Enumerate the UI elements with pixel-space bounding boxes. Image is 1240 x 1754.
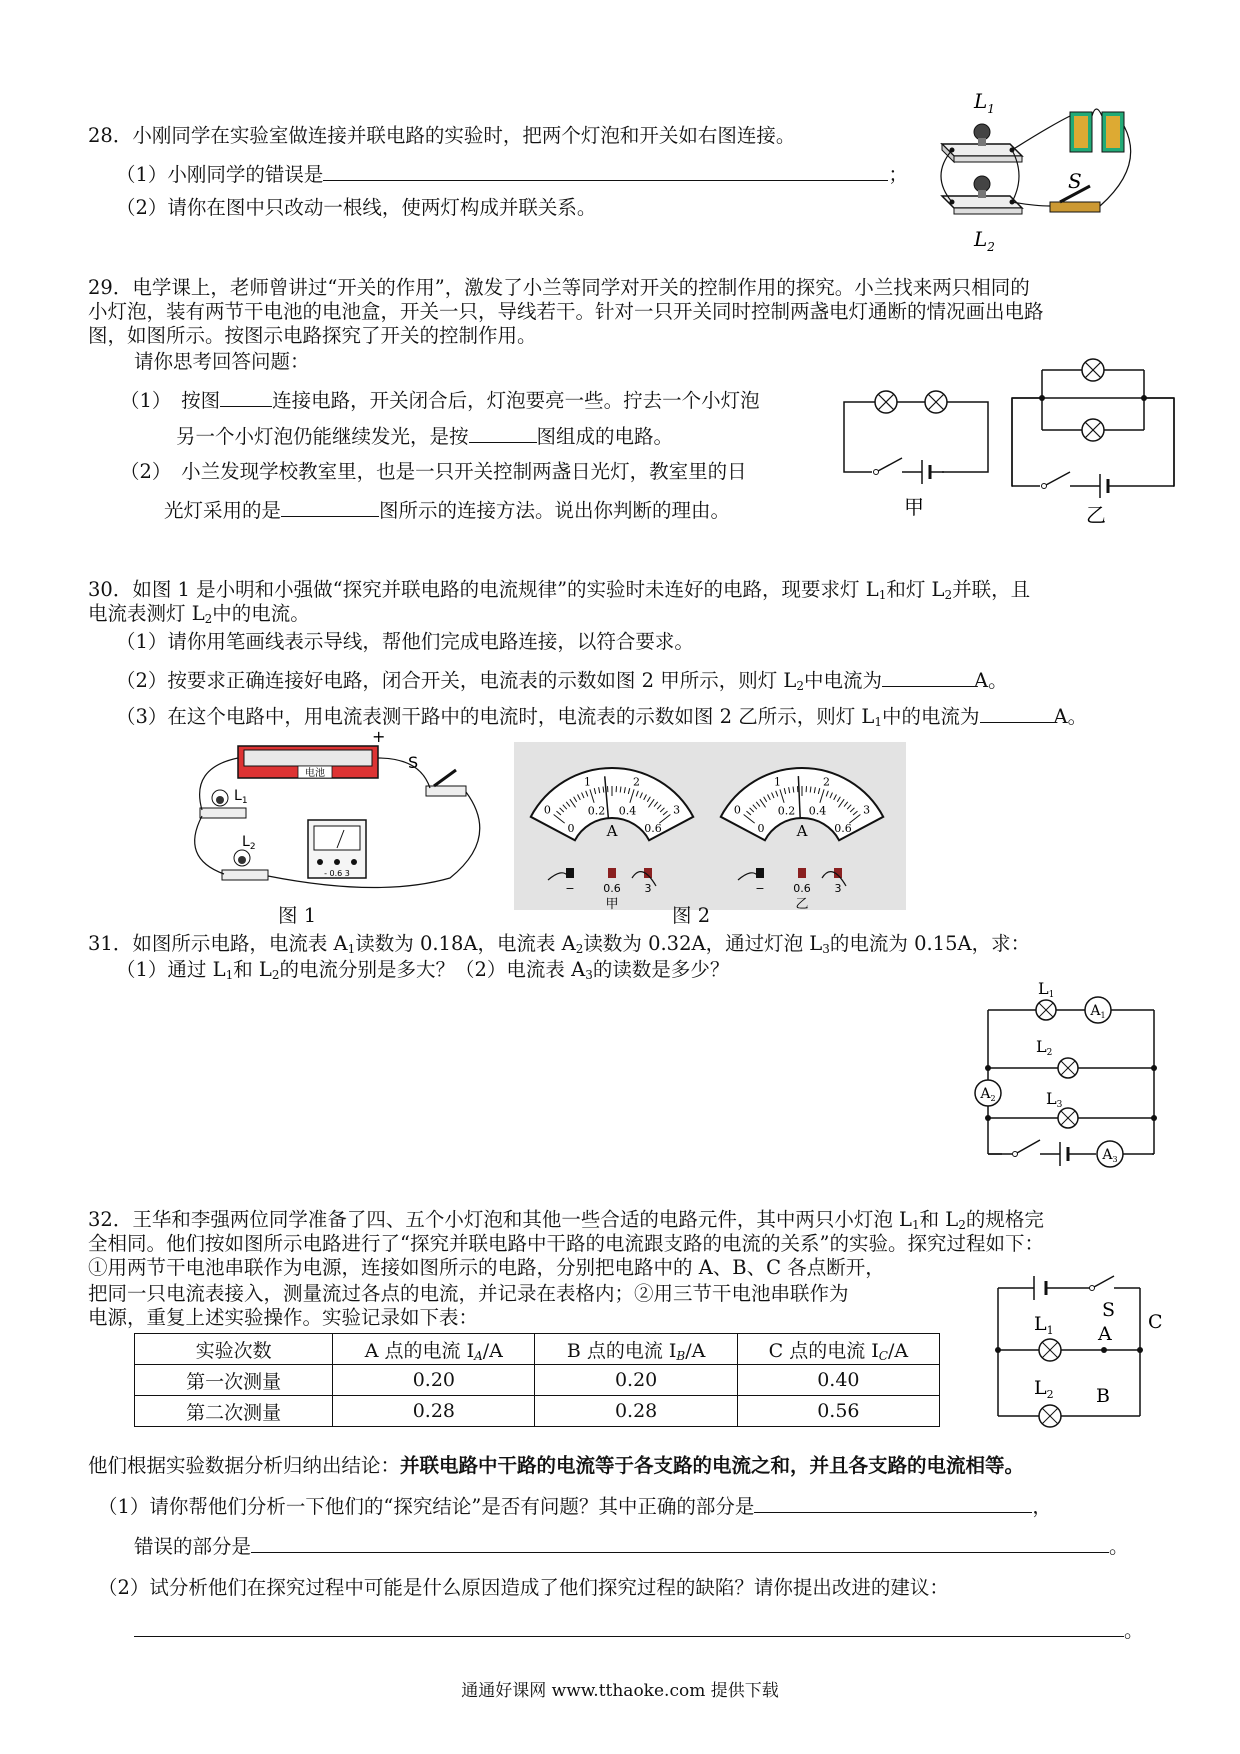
q29-answer-blank-1[interactable] xyxy=(220,386,272,407)
q30-line-1: 30．如图 1 是小明和小强做“探究并联电路的电流规律”的实验时未连好的电路，现要求灯 $L_1$和灯 $L_2$并联，且 xyxy=(88,578,1031,602)
q31-line-2: （1）通过 $L_1$和 $L_2$的电流分别是多大？（2）电流表 $A_3$的读数是多少？ xyxy=(116,958,730,982)
q30-part3: （3）在这个电路中，用电流表测干路中的电流时，电流表的示数如图 2 乙所示，则灯 $L_1$中的电流为 A。 xyxy=(116,702,1087,734)
meter-terminal xyxy=(756,868,764,878)
q28-label-l1: $L_1$ xyxy=(974,89,995,116)
table-cell: 0.56 xyxy=(737,1396,939,1427)
q32-conclusion: 他们根据实验数据分析归纳出结论：并联电路中干路的电流等于各支路的电流之和，并且各支路的电流相等。 xyxy=(88,1454,1025,1477)
q32-part1-line2: 错误的部分是 。 xyxy=(134,1532,1129,1559)
q32-part2: （2）试分析他们在探究过程中可能是什么原因造成了他们探究过程的缺陷？请你提出改进的建议： xyxy=(98,1576,949,1599)
dial-top-tick-label: 1 xyxy=(774,775,782,789)
dial-top-tick-label: 2 xyxy=(632,775,640,789)
q31-ammeter-a2: $A_2$ xyxy=(980,1086,996,1103)
q32-label-c: C xyxy=(1148,1311,1163,1333)
q28-stem: 28．小刚同学在实验室做连接并联电路的实验时，把两个灯泡和开关如右图连接。 xyxy=(88,124,796,147)
fig1-meter-terminals: - 0.6 3 xyxy=(324,869,350,878)
q32-part1-line1: （1）请你帮他们分析一下他们的“探究结论”是否有问题？其中正确的部分是 ， xyxy=(98,1492,1052,1519)
page-footer: 通通好课网 www.tthaoke.com 提供下载 xyxy=(461,1681,779,1701)
meter-terminal xyxy=(566,868,574,878)
dial-bottom-tick-label: 0.6 xyxy=(834,822,852,836)
table-header-cell: A 点的电流 $I_A/A$ xyxy=(333,1334,535,1365)
q30-figure-2-meters xyxy=(514,742,906,910)
q29-answer-blank-3[interactable] xyxy=(281,496,379,517)
dial-top-tick-label: 0 xyxy=(733,803,741,817)
table-header-cell: C 点的电流 $I_C/A$ xyxy=(737,1334,939,1365)
q31-label-l3: L3 xyxy=(1046,1089,1063,1110)
meter-terminal-label: 0.6 xyxy=(603,882,621,895)
q32-line-3: ①用两节干电池串联作为电源，连接如图所示的电路，分别把电路中的 A、B、C 各点断开， xyxy=(88,1256,885,1279)
dial-top-tick-label: 3 xyxy=(863,803,871,817)
q30-figure-2-caption: 图 2 xyxy=(672,904,711,927)
q29-line-1: 29．电学课上，老师曾讲过“开关的作用”，激发了小兰等同学对开关的控制作用的探究。小兰找来两只相同的 xyxy=(88,276,1030,299)
q30-figure-1 xyxy=(180,728,500,898)
meter-caption: 乙 xyxy=(795,897,809,910)
q30-line-2: 电流表测灯 $L_2$中的电流。 xyxy=(88,602,310,626)
q32-line-4: 把同一只电流表接入，测量流过各点的电流，并记录在表格内；②用三节干电池串联作为 xyxy=(88,1282,849,1305)
q32-label-l2: $L_2$ xyxy=(1034,1377,1054,1401)
table-cell: 第二次测量 xyxy=(135,1396,333,1427)
q32-label-l1: $L_1$ xyxy=(1034,1313,1054,1337)
q29-label-yi: 乙 xyxy=(1086,503,1106,527)
meter-terminal-label: − xyxy=(755,882,765,895)
meter-terminal-label: − xyxy=(565,882,575,895)
q32-answer-blank-1[interactable] xyxy=(754,1492,1032,1513)
meter-caption: 甲 xyxy=(605,897,619,910)
table-cell: 0.20 xyxy=(535,1365,737,1396)
table-row xyxy=(135,1396,940,1427)
q30-figure-1-caption: 图 1 xyxy=(278,904,317,927)
q29-label-jia: 甲 xyxy=(904,495,924,519)
q29-part1-line2: 另一个小灯泡仍能继续发光，是按 图组成的电路。 xyxy=(176,422,673,449)
q29-line-4: 请你思考回答问题： xyxy=(134,350,310,373)
dial-unit: A xyxy=(606,822,618,840)
q32-record-table xyxy=(134,1333,940,1427)
q32-circuit-figure xyxy=(990,1266,1190,1436)
dial-top-tick-label: 0 xyxy=(543,803,551,817)
dial-top-tick-label: 2 xyxy=(822,775,830,789)
q28-circuit-figure xyxy=(930,86,1150,254)
q32-line-1: 32．王华和李强两位同学准备了四、五个小灯泡和其他一些合适的电路元件，其中两只小灯泡 $L_1$和 $L_2$的规格完 xyxy=(88,1208,1044,1232)
q29-part1-line1: （1） 按图 连接电路，开关闭合后，灯泡要亮一些。拧去一个小灯泡 xyxy=(120,386,760,413)
dial-bottom-tick-label: 0.4 xyxy=(618,804,637,818)
q29-line-3: 图，如图所示。按图示电路探究了开关的控制作用。 xyxy=(88,324,537,347)
dial-bottom-tick-label: 0.4 xyxy=(808,804,827,818)
q31-circuit-figure xyxy=(968,976,1168,1174)
q31-label-l2: L2 xyxy=(1036,1037,1053,1058)
q31-line-1: 31．如图所示电路，电流表 $A_1$读数为 0.18A，电流表 $A_2$读数为 0.32A，通过灯泡 $L_3$的电流为 0.15A，求： xyxy=(88,932,1031,956)
table-cell: 0.28 xyxy=(535,1396,737,1427)
q30-part2: （2）按要求正确连接好电路，闭合开关，电流表的示数如图 2 甲所示，则灯 $L_2$中电流为 A。 xyxy=(116,666,1008,698)
table-cell: 0.28 xyxy=(333,1396,535,1427)
meter-yi xyxy=(721,768,883,910)
q31-label-l1: L1 xyxy=(1038,979,1055,1000)
table-header-cell: 实验次数 xyxy=(135,1334,333,1365)
q30-part1: （1）请你用笔画线表示导线，帮他们完成电路连接，以符合要求。 xyxy=(116,630,694,653)
q32-answer-blank-2[interactable] xyxy=(251,1532,1109,1553)
dial-bottom-tick-label: 0.2 xyxy=(587,804,606,818)
meter-terminal-label: 3 xyxy=(834,882,842,895)
meter-terminal xyxy=(798,868,806,878)
q29-circuit-yi xyxy=(1004,350,1184,530)
battery-label: 电池 xyxy=(305,768,325,779)
q29-line-2: 小灯泡，装有两节干电池的电池盒，开关一只，导线若干。针对一只开关同时控制两盏电灯通断的情况画出电路 xyxy=(88,300,1044,323)
table-header-row xyxy=(135,1334,940,1365)
q32-label-s: S xyxy=(1102,1299,1116,1321)
q28-label-s: S xyxy=(1068,169,1082,193)
q29-answer-blank-2[interactable] xyxy=(469,422,537,443)
table-cell: 0.40 xyxy=(737,1365,939,1396)
q32-part2-answer-line: 。 xyxy=(134,1616,1144,1643)
meter-wire xyxy=(548,873,568,880)
q28-part2: （2）请你在图中只改动一根线，使两灯构成并联关系。 xyxy=(116,196,597,219)
q32-answer-blank-3[interactable] xyxy=(134,1616,1124,1637)
table-row xyxy=(135,1365,940,1396)
dial-bottom-tick-label: 0 xyxy=(567,822,575,836)
q29-part2-line2: 光灯采用的是 图所示的连接方法。说出你判断的理由。 xyxy=(164,496,730,523)
dial-bottom-tick-label: 0.6 xyxy=(644,822,662,836)
dial-top-tick-label: 3 xyxy=(673,803,681,817)
q30-answer-blank-1[interactable] xyxy=(882,666,974,687)
q31-ammeter-a1: $A_1$ xyxy=(1090,1003,1106,1020)
q31-ammeter-a3: $A_3$ xyxy=(1102,1147,1118,1164)
fig1-label-l1: $L_1$ xyxy=(234,788,248,806)
table-cell: 第一次测量 xyxy=(135,1365,333,1396)
meter-terminal-label: 3 xyxy=(644,882,652,895)
meter-terminal-label: 0.6 xyxy=(793,882,811,895)
table-cell: 0.20 xyxy=(333,1365,535,1396)
table-header-cell: B 点的电流 $I_B/A$ xyxy=(535,1334,737,1365)
q30-answer-blank-2[interactable] xyxy=(980,702,1054,723)
dial-bottom-tick-label: 0 xyxy=(757,822,765,836)
fig1-label-l2: $L_2$ xyxy=(242,834,256,852)
meter-terminal xyxy=(608,868,616,878)
battery-plus: + xyxy=(372,728,386,746)
q29-part2-line1: （2） 小兰发现学校教室里，也是一只开关控制两盏日光灯，教室里的日 xyxy=(120,460,747,483)
switch-label: S xyxy=(408,753,419,772)
q28-answer-blank-1[interactable] xyxy=(323,160,888,181)
meter-wire xyxy=(738,873,758,880)
q29-circuit-jia xyxy=(836,380,996,520)
q32-label-a: A xyxy=(1098,1323,1112,1345)
dial-top-tick-label: 1 xyxy=(584,775,592,789)
dial-bottom-tick-label: 0.2 xyxy=(777,804,796,818)
q28-part1: （1）小刚同学的错误是 ； xyxy=(116,160,908,187)
q32-line-2: 全相同。他们按如图所示电路进行了“探究并联电路中干路的电流跟支路的电流的关系”的实验。探究过程如下： xyxy=(88,1232,1044,1255)
q32-label-b: B xyxy=(1096,1385,1110,1407)
q28-label-l2: $L_2$ xyxy=(974,227,995,254)
q32-line-5: 电源，重复上述实验操作。实验记录如下表： xyxy=(88,1306,479,1329)
dial-unit: A xyxy=(796,822,808,840)
meter-jia xyxy=(531,768,693,910)
